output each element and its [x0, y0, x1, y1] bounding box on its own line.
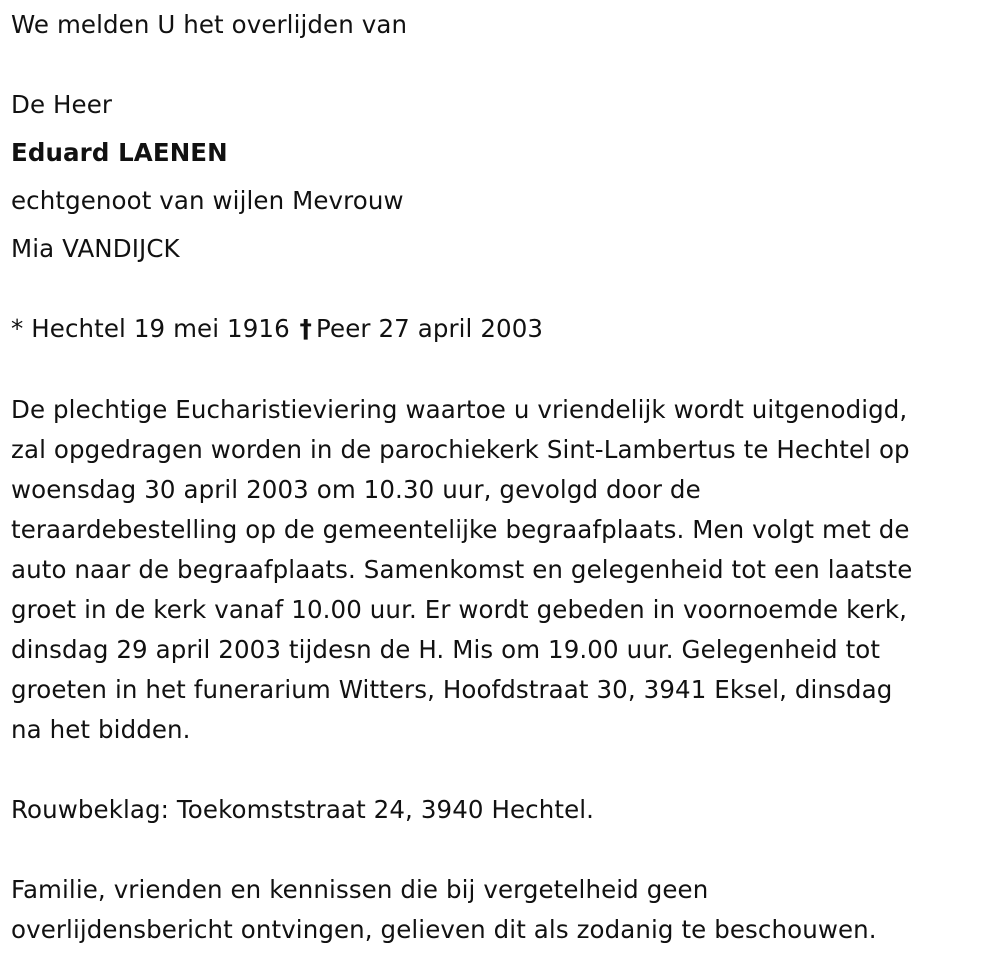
ceremony-line: zal opgedragen worden in de parochiekerk Sint-Lambertus te Hechtel op — [11, 435, 910, 464]
birth-marker: * — [11, 314, 24, 343]
ceremony-paragraph — [11, 390, 996, 750]
ceremony-line: groeten in het funerarium Witters, Hoofdstraat 30, 3941 Eksel, dinsdag — [11, 675, 893, 704]
spouse-line: echtgenoot van wijlen Mevrouw — [11, 186, 404, 215]
closing-line: overlijdensbericht ontvingen, gelieven dit als zodanig te beschouwen. — [11, 915, 877, 944]
ceremony-line: dinsdag 29 april 2003 tijdesn de H. Mis om 19.00 uur. Gelegenheid tot — [11, 635, 881, 664]
ceremony-line: woensdag 30 april 2003 om 10.30 uur, gevolgd door de — [11, 475, 701, 504]
ceremony-line: De plechtige Eucharistieviering waartoe u vriendelijk wordt uitgenodigd, — [11, 395, 908, 424]
deceased-name: Eduard LAENEN — [11, 138, 228, 167]
closing-paragraph — [11, 870, 996, 950]
intro-text: We melden U het overlijden van — [11, 10, 408, 39]
ceremony-line: groet in de kerk vanaf 10.00 uur. Er wordt gebeden in voornoemde kerk, — [11, 595, 908, 624]
title-text: De Heer — [11, 90, 113, 119]
death-date: Peer 27 april 2003 — [316, 314, 544, 343]
ceremony-line: auto naar de begraafplaats. Samenkomst en gelegenheid tot een laatste — [11, 555, 913, 584]
life-dates — [11, 313, 543, 345]
cross-icon: † — [299, 314, 313, 343]
spouse-name: Mia VANDIJCK — [11, 234, 180, 263]
ceremony-line: teraardebestelling op de gemeentelijke begraafplaats. Men volgt met de — [11, 515, 910, 544]
mourning-address — [11, 790, 996, 830]
ceremony-line: na het bidden. — [11, 715, 191, 744]
closing-line: Familie, vrienden en kennissen die bij vergetelheid geen — [11, 875, 709, 904]
birth-date: Hechtel 19 mei 1916 — [31, 314, 290, 343]
mourning-address-text: Rouwbeklag: Toekomststraat 24, 3940 Hechtel. — [11, 795, 595, 824]
